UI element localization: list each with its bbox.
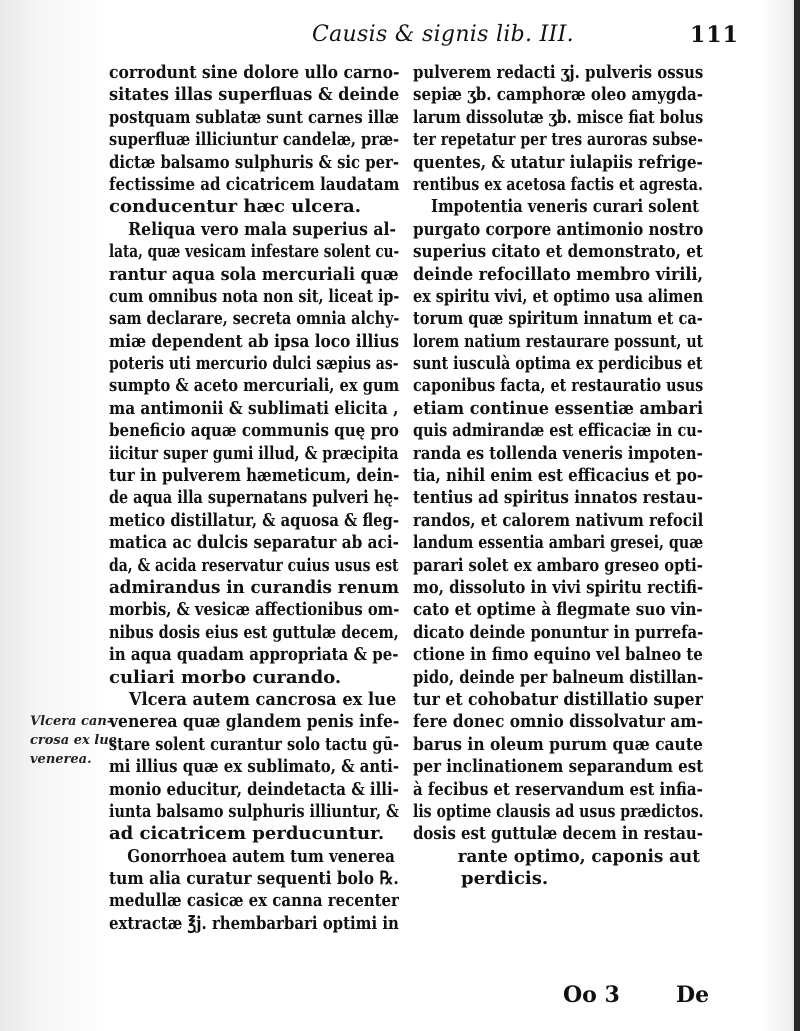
text-line: nibus dosis eius est guttulæ decem, bbox=[109, 621, 399, 643]
text-line: beneficio aquæ communis quę pro bbox=[109, 420, 399, 442]
text-line: Reliqua vero mala superius al- bbox=[128, 218, 396, 240]
text-line: Vlcera autem cancrosa ex lue bbox=[128, 688, 397, 710]
text-line: ad cicatricem perducuntur. bbox=[109, 823, 385, 845]
text-line: mo, dissoluto in vivi spiritu rectifi- bbox=[413, 576, 704, 598]
text-line: medullæ casicæ ex canna recenter bbox=[109, 890, 399, 912]
text-line: matica ac dulcis separatur ab aci- bbox=[109, 532, 399, 554]
text-line: superfluæ illiciuntur candelæ, præ- bbox=[109, 129, 400, 151]
text-line: tur in pulverem hæmeticum, dein- bbox=[109, 465, 400, 487]
text-line: randa es tollenda veneris impoten- bbox=[413, 442, 703, 464]
marginal-note bbox=[30, 712, 117, 769]
text-line: landum essentia ambari gresei, quæ bbox=[413, 532, 704, 554]
text-line: lorem natium restaurare possunt, ut bbox=[413, 330, 704, 352]
text-line: mi illius quæ ex sublimato, & anti- bbox=[109, 756, 400, 778]
text-line: quis admirandæ est efficaciæ in cu- bbox=[413, 420, 703, 442]
marginal-note-line: Vlcera can- bbox=[30, 714, 113, 729]
text-line: corrodunt sine dolore ullo carno- bbox=[109, 62, 400, 83]
text-line: metico distillatur, & aquosa & fleg- bbox=[109, 509, 399, 531]
text-line: larum dissolutæ ʒb. misce fiat bolus bbox=[413, 106, 704, 128]
text-line: venerea quæ glandem penis infe- bbox=[109, 711, 400, 733]
text-line: ex spiritu vivi, et optimo usa alimen bbox=[413, 285, 704, 307]
text-line: poteris uti mercurio dulci sæpius as- bbox=[109, 353, 399, 375]
marginal-note-line: venerea. bbox=[30, 752, 92, 767]
text-line: in aqua quadam appropriata & pe- bbox=[109, 644, 399, 666]
text-line: sunt iusculà optima ex perdicibus et bbox=[413, 353, 703, 375]
text-line: tum alia curatur sequenti bolo ℞. bbox=[109, 868, 399, 890]
text-line: conducentur hæc ulcera. bbox=[109, 196, 361, 218]
text-line: admirandus in curandis renum bbox=[109, 576, 400, 598]
text-line: à fecibus et reservandum est infia- bbox=[413, 778, 703, 800]
text-line: pulverem redacti ʒj. pulveris ossus bbox=[413, 62, 704, 83]
text-line: da, & acida reservatur cuius usus est bbox=[109, 554, 399, 576]
text-line: monio educitur, deindetacta & illi- bbox=[109, 778, 399, 800]
text-line: per inclinationem separandum est bbox=[413, 756, 704, 778]
text-line: iicitur super gumi illud, & præcipita bbox=[109, 442, 399, 464]
text-line: sam declarare, secreta omnia alchy- bbox=[109, 308, 400, 330]
text-line: caponibus facta, et restauratio usus bbox=[413, 375, 704, 397]
text-line: lata, quæ vesicam infestare solent cu- bbox=[109, 241, 400, 263]
text-line: cato et optime à flegmate suo vin- bbox=[413, 599, 703, 621]
text-line: Gonorrhoea autem tum venerea bbox=[127, 845, 395, 867]
running-title: Causis & signis lib. III. bbox=[312, 22, 574, 47]
text-line: fectissime ad cicatricem laudatam bbox=[109, 173, 400, 195]
text-line: perdicis. bbox=[461, 868, 549, 890]
text-line: quentes, & utatur iulapiis refrige- bbox=[413, 151, 703, 173]
text-line: Impotentia veneris curari solent bbox=[431, 196, 700, 218]
text-line: culiari morbo curando. bbox=[109, 666, 342, 688]
text-line: tur et cohobatur distillatio super bbox=[413, 688, 703, 710]
text-line: dictæ balsamo sulphuris & sic per- bbox=[109, 151, 400, 173]
text-line: rante optimo, caponis aut bbox=[457, 845, 700, 867]
text-line: sitates illas superfluas & deinde bbox=[109, 84, 400, 106]
text-line: torum quæ spiritum innatum et ca- bbox=[413, 308, 703, 330]
text-line: randos, et calorem nativum refocil bbox=[413, 509, 704, 531]
text-line: ctione in fimo equino vel balneo te bbox=[413, 644, 703, 666]
text-line: lis optime clausis ad usus prædictos. bbox=[413, 800, 704, 822]
text-line: postquam sublatæ sunt carnes illæ bbox=[109, 106, 400, 128]
text-line: rentibus ex acetosa factis et agresta. bbox=[413, 173, 703, 195]
text-line: etiam continue essentiæ ambari bbox=[413, 397, 704, 419]
text-line: miæ dependent ab ipsa loco illius bbox=[109, 330, 400, 352]
text-line: morbis, & vesicæ affectionibus om- bbox=[109, 599, 400, 621]
marginal-note-line: crosa ex lue bbox=[30, 733, 117, 748]
text-line: stare solent curantur solo tactu gū- bbox=[109, 733, 400, 755]
text-line: sumpto & aceto mercuriali, ex gum bbox=[109, 375, 400, 397]
text-line: ter repetatur per tres auroras subse- bbox=[413, 129, 703, 151]
text-line: purgato corpore antimonio nostro bbox=[413, 218, 704, 240]
text-line: tia, nihil enim est efficacius et po- bbox=[413, 465, 704, 487]
text-line: cum omnibus nota non sit, liceat ip- bbox=[109, 285, 400, 307]
text-line: fere donec omnio dissolvatur am- bbox=[413, 711, 704, 733]
text-line: iunta balsamo sulphuris illiuntur, & bbox=[109, 800, 399, 822]
text-line: superius citato et demonstrato, et bbox=[413, 241, 703, 263]
text-line: tentius ad spiritus innatos restau- bbox=[413, 487, 703, 509]
text-line: extractæ ℥j. rhembarbari optimi in bbox=[109, 912, 399, 934]
page-edge-shadow bbox=[794, 0, 800, 1031]
text-line: rantur aqua sola mercuriali quæ bbox=[109, 263, 399, 285]
text-line: de aqua illa supernatans pulveri hę- bbox=[109, 487, 400, 509]
text-line: barus in oleum purum quæ caute bbox=[413, 733, 703, 755]
left-column bbox=[109, 62, 399, 935]
text-line: pido, deinde per balneum distillan- bbox=[413, 666, 704, 688]
text-line: parari solet ex ambaro greseo opti- bbox=[413, 554, 703, 576]
text-line: deinde refocillato membro virili, bbox=[413, 263, 704, 285]
page-number: 111 bbox=[690, 22, 739, 48]
text-line: sepiæ ʒb. camphoræ oleo amygda- bbox=[413, 84, 703, 106]
catchword: De bbox=[676, 982, 710, 1008]
text-line: ma antimonii & sublimati elicita , bbox=[109, 397, 399, 419]
right-column bbox=[413, 62, 703, 890]
signature-mark: Oo 3 bbox=[563, 982, 620, 1008]
text-line: dosis est guttulæ decem in restau- bbox=[413, 823, 703, 845]
text-line: dicato deinde ponuntur in purrefa- bbox=[413, 621, 704, 643]
running-header bbox=[0, 22, 800, 56]
